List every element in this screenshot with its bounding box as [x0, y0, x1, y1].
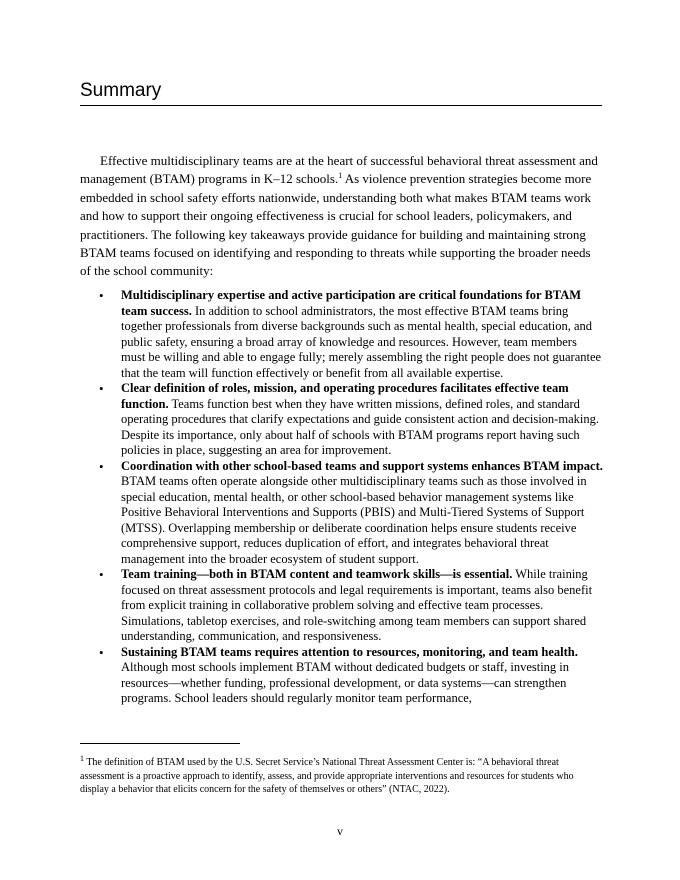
footnote [80, 756, 602, 797]
page-number: v [337, 824, 343, 838]
footnote-reference[interactable]: 1 [338, 171, 343, 181]
intro-paragraph [80, 152, 602, 281]
list-item [80, 459, 604, 568]
takeaway-lead: Coordination with other school-based teams and support systems enhances BTAM impact. [121, 458, 603, 473]
footnote-marker: 1 [80, 754, 84, 763]
takeaway-lead: Multidisciplinary expertise and active participation are critical foundations for BTAM team success. [121, 288, 582, 318]
heading-rule [80, 105, 602, 106]
section-heading: Summary [80, 80, 162, 101]
bullet-icon: • [99, 567, 104, 582]
bullet-icon: • [99, 288, 104, 303]
footnote-separator [80, 743, 240, 744]
list-item [80, 567, 604, 645]
intro-text-start: Effective multidisciplinary teams are at the heart of successful behavioral threat assessment and management (BTAM) programs in K–12 schools. [80, 153, 598, 187]
takeaway-lead: Clear definition of roles, mission, and operating procedures facilitates effective team function. [121, 381, 569, 411]
takeaway-lead: Sustaining BTAM teams requires attention to resources, monitoring, and team health. [121, 644, 578, 659]
bullet-icon: • [99, 381, 104, 396]
takeaway-text: While training focused on threat assessment protocols and legal requirements is important, teams also benefit from explicit training in collaborative problem solving and effective team processes. Simulations, tabletop exercises, and role-switching among team members can support shared understanding, communication, and responsiveness. [121, 567, 593, 643]
key-takeaways-list [80, 288, 604, 707]
takeaway-text: Although most schools implement BTAM without dedicated budgets or staff, investing in resources—whether funding, professional development, or data systems—can strengthen programs. School leaders should regularly monitor team performance, [121, 660, 570, 705]
bullet-icon: • [99, 644, 104, 660]
takeaway-text: Teams function best when they have written missions, defined roles, and standard operating procedures that clarify expectations and guide consistent action and decision-making. Despite its importance, only about half of schools with BTAM programs report having such policies in place, suggesting an area for improvement. [121, 396, 599, 457]
footnote-text: The definition of BTAM used by the U.S. Secret Service’s National Threat Assessment Center is: “A behavioral threat assessment is a proactive approach to identify, assess, and provide appropriate interventions and resources for students who display a behavior that elicits concern for the safety of themselves or others” (NTAC, 2022). [80, 757, 574, 796]
takeaway-text: BTAM teams often operate alongside other multidisciplinary teams such as those involved in special education, mental health, or other school-based behavior management systems like Positive Behavioral Interventions and Supports (PBIS) and Multi-Tiered Systems of Support (MTSS). Overlapping membership or deliberate coordination helps ensure students receive comprehensive support, reduces duplication of effort, and integrates behavioral threat management into the broader ecosystem of student support. [121, 474, 587, 566]
intro-text-end: As violence prevention strategies become more embedded in school safety efforts nationwide, understanding both what makes BTAM teams work and how to support their ongoing effectiveness is crucial for school leaders, policymakers, and practitioners. The following key takeaways provide guidance for building and maintaining strong BTAM teams focused on identifying and responding to threats while supporting the broader needs of the school community: [80, 171, 592, 279]
takeaway-text: In addition to school administrators, the most effective BTAM teams bring together professionals from diverse backgrounds such as mental health, special education, and public safety, ensuring a broad array of knowledge and resources. However, team members must be willing and able to engage fully; merely assembling the right people does not guarantee that the team will function effectively or benefit from all available expertise. [121, 303, 602, 380]
list-item [80, 288, 604, 381]
list-item [80, 645, 604, 707]
list-item [80, 381, 604, 459]
takeaway-lead: Team training—both in BTAM content and teamwork skills—is essential. [121, 567, 513, 581]
bullet-icon: • [99, 458, 104, 474]
